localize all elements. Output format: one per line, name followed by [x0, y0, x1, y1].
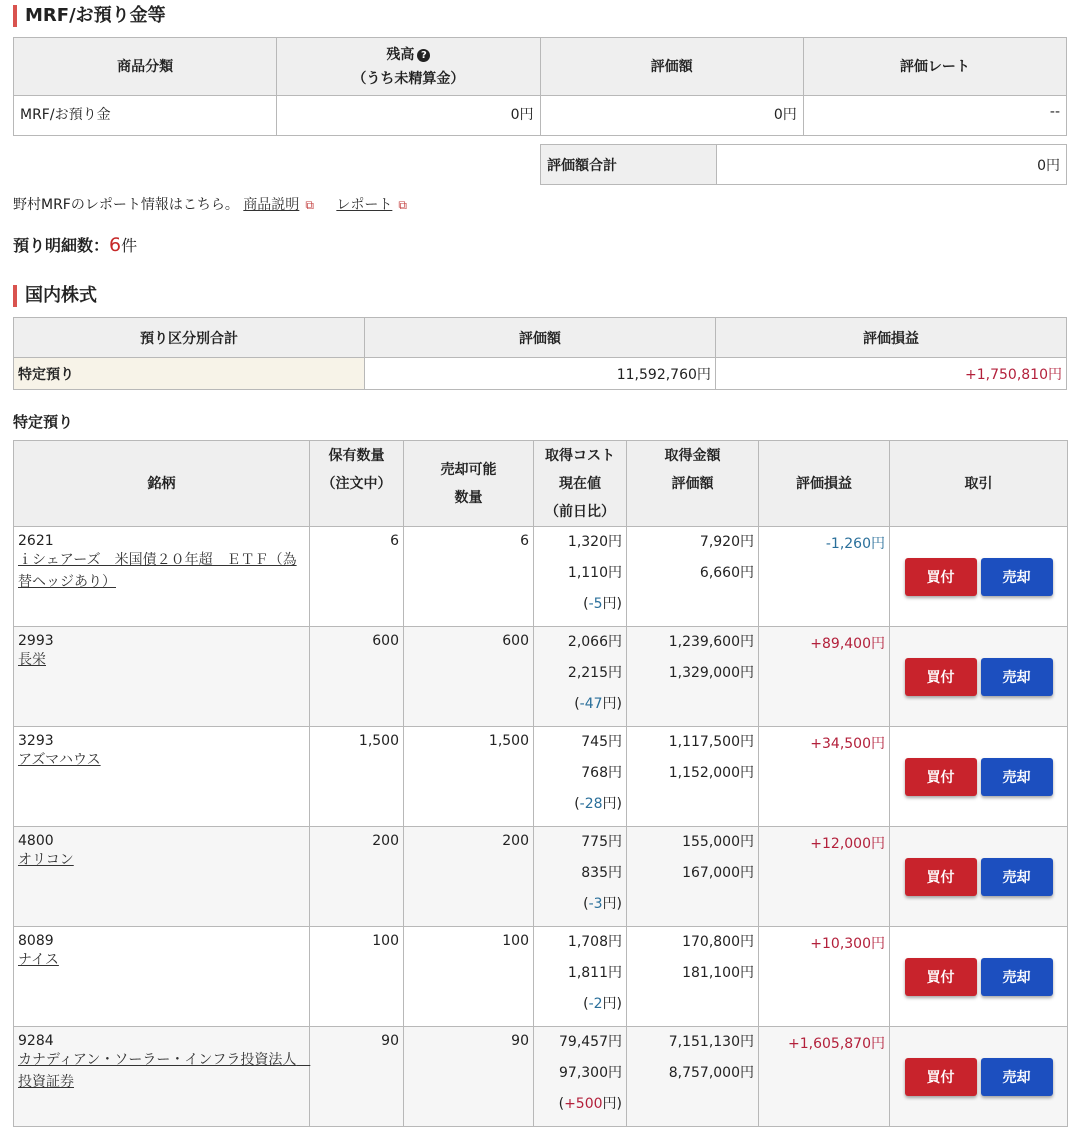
day-change	[538, 1095, 622, 1126]
header-valuation: 評価額	[540, 38, 803, 96]
col-qty	[310, 441, 404, 527]
profit-loss: +34,500円	[759, 727, 890, 827]
acquisition-amount: 7,920円	[699, 534, 754, 550]
stock-cell	[14, 727, 310, 827]
mrf-total-table	[540, 144, 1067, 185]
sell-button[interactable]: 売却	[981, 558, 1053, 596]
help-icon[interactable]: ?	[417, 49, 430, 62]
day-change-value: -47	[579, 696, 603, 712]
header-category: 商品分類	[14, 38, 277, 96]
acquisition-cost: 745円	[581, 734, 622, 750]
amount-cell	[627, 727, 759, 827]
external-link-icon: ⧉	[398, 198, 407, 212]
profit-loss: +1,605,870円	[759, 1027, 890, 1127]
buy-button[interactable]: 買付	[905, 958, 977, 996]
sellable-qty: 200	[404, 827, 534, 927]
trade-cell	[890, 827, 1068, 927]
amount-cell	[627, 527, 759, 627]
summary-header-valuation: 評価額	[364, 318, 715, 358]
day-change-open: (	[583, 596, 589, 612]
col-qty-sub: （注文中）	[321, 475, 392, 492]
holding-qty: 90	[310, 1027, 404, 1127]
valuation-amount: 181,100円	[682, 965, 754, 981]
detail-count-value: 6	[109, 234, 122, 256]
sell-button[interactable]: 売却	[981, 658, 1053, 696]
col-sellable-label: 売却可能	[440, 461, 497, 478]
report-line	[13, 195, 1067, 215]
stock-cell	[14, 827, 310, 927]
sellable-qty: 100	[404, 927, 534, 1027]
stock-cell	[14, 627, 310, 727]
day-change-close: 円)	[602, 896, 622, 912]
day-change-open: (	[583, 996, 589, 1012]
day-change-open: (	[583, 896, 589, 912]
cost-price-cell	[534, 927, 627, 1027]
acquisition-amount: 1,117,500円	[668, 734, 754, 750]
day-change-close: 円)	[602, 996, 622, 1012]
col-cost-label: 取得コスト	[545, 447, 615, 464]
day-change-close: 円)	[602, 696, 622, 712]
stock-name-link[interactable]: オリコン	[18, 852, 74, 868]
day-change	[538, 795, 622, 826]
mrf-section-title: MRF/お預り金等	[13, 5, 1067, 27]
current-price: 768円	[581, 765, 622, 781]
current-price: 835円	[581, 865, 622, 881]
summary-table	[13, 317, 1067, 390]
valuation-amount: 8,757,000円	[668, 1065, 754, 1081]
day-change-value: +500	[564, 1096, 603, 1112]
mrf-table	[13, 37, 1067, 136]
holding-qty: 200	[310, 827, 404, 927]
day-change-close: 円)	[602, 1096, 622, 1112]
report-text: 野村MRFのレポート情報はこちら。	[13, 197, 239, 213]
acquisition-cost: 79,457円	[559, 1034, 622, 1050]
detail-count-unit: 件	[121, 236, 138, 255]
profit-loss: +10,300円	[759, 927, 890, 1027]
col-valuation-label: 評価額	[671, 475, 714, 492]
acquisition-cost: 1,320円	[567, 534, 622, 550]
trade-cell	[890, 927, 1068, 1027]
stock-name-link[interactable]: ナイス	[18, 952, 59, 968]
stock-code: 2993	[18, 633, 54, 649]
day-change-value: -28	[579, 796, 603, 812]
col-name: 銘柄	[14, 441, 310, 527]
cost-price-cell	[534, 527, 627, 627]
table-row	[14, 927, 1068, 1027]
current-price: 1,110円	[567, 565, 622, 581]
sell-button[interactable]: 売却	[981, 1058, 1053, 1096]
sellable-qty: 1,500	[404, 727, 534, 827]
profit-loss: -1,260円	[759, 527, 890, 627]
valuation-amount: 1,152,000円	[668, 765, 754, 781]
header-balance	[277, 38, 540, 96]
day-change-open: (	[574, 796, 580, 812]
day-change	[538, 995, 622, 1026]
day-change-close: 円)	[602, 596, 622, 612]
summary-valuation: 11,592,760円	[364, 358, 715, 390]
mrf-total-label: 評価額合計	[541, 145, 717, 185]
stock-code: 8089	[18, 933, 54, 949]
amount-cell	[627, 627, 759, 727]
mrf-rate: --	[803, 96, 1066, 136]
report-link[interactable]: レポート	[336, 197, 393, 213]
summary-type: 特定預り	[14, 358, 365, 390]
trade-cell	[890, 627, 1068, 727]
summary-pl: +1,750,810円	[715, 358, 1066, 390]
stock-cell	[14, 927, 310, 1027]
amount-cell	[627, 927, 759, 1027]
sellable-qty: 600	[404, 627, 534, 727]
holding-qty: 100	[310, 927, 404, 1027]
sellable-qty: 90	[404, 1027, 534, 1127]
day-change	[538, 695, 622, 726]
acquisition-cost: 2,066円	[567, 634, 622, 650]
acquisition-amount: 1,239,600円	[668, 634, 754, 650]
mrf-total-value: 0円	[717, 145, 1067, 185]
buy-button[interactable]: 買付	[905, 1058, 977, 1096]
col-cost-amount-label: 取得金額	[664, 447, 721, 464]
table-row	[14, 527, 1068, 627]
acquisition-amount: 155,000円	[682, 834, 754, 850]
table-row	[14, 727, 1068, 827]
summary-row	[14, 358, 1067, 390]
col-sellable-sub: 数量	[454, 489, 483, 506]
table-row	[14, 827, 1068, 927]
stock-cell	[14, 527, 310, 627]
stock-code: 3293	[18, 733, 54, 749]
col-qty-label: 保有数量	[328, 447, 385, 464]
cost-price-cell	[534, 827, 627, 927]
summary-header-pl: 評価損益	[715, 318, 1066, 358]
valuation-amount: 1,329,000円	[668, 665, 754, 681]
buy-button[interactable]: 買付	[905, 658, 977, 696]
acquisition-amount: 170,800円	[682, 934, 754, 950]
buy-button[interactable]: 買付	[905, 758, 977, 796]
day-change-value: -5	[588, 596, 603, 612]
profit-loss: +12,000円	[759, 827, 890, 927]
col-trade: 取引	[890, 441, 1068, 527]
stock-code: 9284	[18, 1033, 54, 1049]
stock-name-link[interactable]: ｉシェアーズ 米国債２０年超 ＥＴＦ（為替ヘッジあり）	[18, 552, 297, 590]
stock-code: 2621	[18, 533, 54, 549]
stock-code: 4800	[18, 833, 54, 849]
mrf-category: MRF/お預り金	[14, 96, 277, 136]
sell-button[interactable]: 売却	[981, 858, 1053, 896]
valuation-amount: 6,660円	[699, 565, 754, 581]
stock-cell	[14, 1027, 310, 1127]
mrf-row	[14, 96, 1067, 136]
acquisition-cost: 1,708円	[567, 934, 622, 950]
day-change-close: 円)	[602, 796, 622, 812]
product-description-link[interactable]: 商品説明	[243, 197, 300, 213]
stock-name-link[interactable]: アズマハウス	[18, 752, 101, 768]
col-change-label: （前日比）	[545, 503, 615, 520]
mrf-valuation: 0円	[540, 96, 803, 136]
holding-qty: 1,500	[310, 727, 404, 827]
amount-cell	[627, 1027, 759, 1127]
cost-price-cell	[534, 627, 627, 727]
external-link-icon: ⧉	[305, 198, 314, 212]
current-price: 97,300円	[559, 1065, 622, 1081]
trade-cell	[890, 1027, 1068, 1127]
trade-cell	[890, 727, 1068, 827]
col-sellable	[404, 441, 534, 527]
current-price: 1,811円	[567, 965, 622, 981]
holdings-table	[13, 440, 1068, 1127]
stock-name-link[interactable]: カナディアン・ソーラー・インフラ投資法人 投資証券	[18, 1052, 311, 1090]
acquisition-amount: 7,151,130円	[668, 1034, 754, 1050]
detail-count-label: 預り明細数：	[13, 236, 110, 255]
col-cost-price	[534, 441, 627, 527]
acquisition-cost: 775円	[581, 834, 622, 850]
day-change-value: -3	[588, 896, 603, 912]
day-change	[538, 895, 622, 926]
detail-count	[13, 233, 1067, 257]
col-amounts	[627, 441, 759, 527]
header-balance-label: 残高	[386, 46, 415, 63]
sellable-qty: 6	[404, 527, 534, 627]
cost-price-cell	[534, 1027, 627, 1127]
col-price-label: 現在値	[559, 475, 601, 492]
table-row	[14, 627, 1068, 727]
mrf-balance: 0円	[277, 96, 540, 136]
col-pl: 評価損益	[759, 441, 890, 527]
current-price: 2,215円	[567, 665, 622, 681]
cost-price-cell	[534, 727, 627, 827]
day-change-value: -2	[588, 996, 603, 1012]
profit-loss: +89,400円	[759, 627, 890, 727]
amount-cell	[627, 827, 759, 927]
stock-name-link[interactable]: 長栄	[18, 652, 46, 668]
holdings-title: 特定預り	[13, 413, 74, 431]
summary-header-type: 預り区分別合計	[14, 318, 365, 358]
domestic-section-title: 国内株式	[13, 285, 1067, 307]
trade-cell	[890, 527, 1068, 627]
buy-button[interactable]: 買付	[905, 558, 977, 596]
sell-button[interactable]: 売却	[981, 758, 1053, 796]
header-rate: 評価レート	[803, 38, 1066, 96]
day-change-open: (	[558, 1096, 565, 1112]
day-change	[538, 595, 622, 626]
table-row	[14, 1027, 1068, 1127]
sell-button[interactable]: 売却	[981, 958, 1053, 996]
buy-button[interactable]: 買付	[905, 858, 977, 896]
holding-qty: 6	[310, 527, 404, 627]
valuation-amount: 167,000円	[682, 865, 754, 881]
holding-qty: 600	[310, 627, 404, 727]
day-change-open: (	[574, 696, 580, 712]
header-balance-sub: （うち未精算金）	[352, 70, 465, 87]
